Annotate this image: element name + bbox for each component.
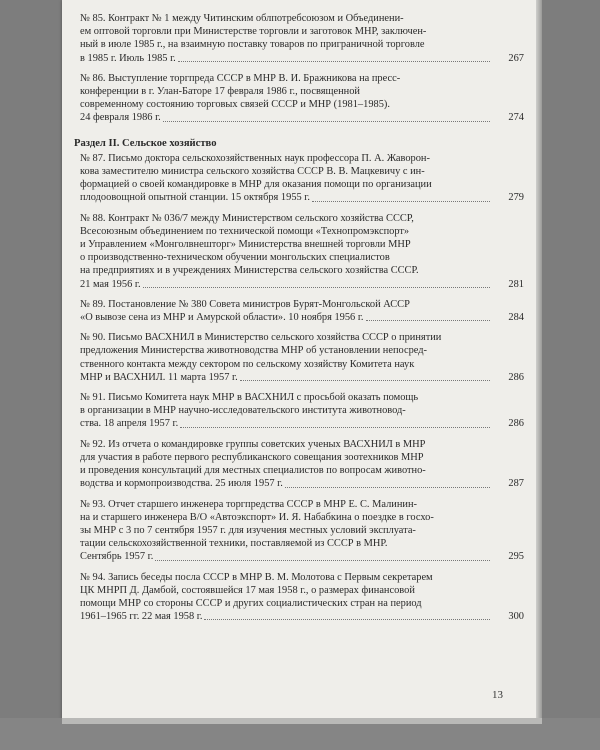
toc-entry-line: предложения Министерства животноводства МНР об установлении непосред- <box>80 345 427 357</box>
toc-page-number: 295 <box>508 551 524 563</box>
toc-entry-line: зы МНР с 3 по 7 сентября 1957 г. для изучения местных условий эксплуата- <box>80 524 416 536</box>
toc-entry-line: ства. 18 апреля 1957 г. <box>80 418 179 430</box>
toc-entry <box>80 438 524 491</box>
section-heading: Раздел II. Сельское хозяйство <box>74 137 217 149</box>
toc-entry-line: конференции в г. Улан-Баторе 17 февраля 1986 г., посвященной <box>80 86 360 98</box>
toc-entry-line: № 92. Из отчета о командировке группы советских ученых ВАСХНИЛ в МНР <box>80 438 426 450</box>
toc-entry-line: и Управлением «Монголвнешторг» Министерства внешней торговли МНР <box>80 239 411 251</box>
toc-page-number: 281 <box>508 278 524 290</box>
toc-entry-line: для участия в работе первого республиканского совещания зоотехников МНР <box>80 451 424 463</box>
toc-page-number: 286 <box>508 371 524 383</box>
dot-leader <box>366 320 490 321</box>
toc-entry-line: ЦК МНРП Д. Дамбой, состоявшейся 17 мая 1958 г., о размерах финансовой <box>80 584 415 596</box>
toc-entry-line: в 1985 г. Июль 1985 г. <box>80 52 176 64</box>
toc-entry-line: «О вывозе сена из МНР и Амурской области». 10 ноября 1956 г. <box>80 312 364 324</box>
page-edge <box>536 0 542 720</box>
toc-entry-last-row <box>80 311 524 324</box>
toc-entry <box>80 212 524 291</box>
dot-leader <box>180 427 490 428</box>
toc-entry <box>80 331 524 384</box>
toc-entry-line: и проведения консультаций для местных специалистов по вопросам животно- <box>80 465 426 477</box>
toc-entry-line: Всесоюзным объединением по технической помощи «Технопромэкспорт» <box>80 225 410 237</box>
toc-entry-line: кова заместителю министра сельского хозяйства СССР В. В. Мацкевичу с ин- <box>80 166 425 178</box>
toc-entry-line: современному состоянию торговых связей СССР и МНР (1981–1985). <box>80 99 390 111</box>
toc-entry-line: на и старшего инженера В/О «Автоэкспорт» И. Я. Набабкина о поездке в госхо- <box>80 511 434 523</box>
toc-entry-line: плодоовощной опытной станции. 15 октября 1955 г. <box>80 192 310 204</box>
toc-entry <box>80 152 524 205</box>
toc-entry-line: формацией о своей командировке в МНР для оказания помощи по организации <box>80 179 432 191</box>
dot-leader <box>143 287 490 288</box>
toc-entry-line: 24 февраля 1986 г. <box>80 112 161 124</box>
toc-entry-line: в организации в МНР научно-исследовательского института животновод- <box>80 405 406 417</box>
toc-entry-line: ем оптовой торговли при Министерстве торговли и заготовок МНР, заключен- <box>80 26 427 38</box>
toc-entry-line: № 89. Постановление № 380 Совета министров Бурят-Монгольской АССР <box>80 298 410 310</box>
dot-leader <box>240 380 490 381</box>
toc-entry-line: 21 мая 1956 г. <box>80 278 141 290</box>
dot-leader <box>178 61 490 62</box>
background-band <box>0 718 600 750</box>
toc-entry-line: № 91. Письмо Комитета наук МНР в ВАСХНИЛ с просьбой оказать помощь <box>80 392 419 404</box>
toc-entry-line: № 88. Контракт № 036/7 между Министерством сельского хозяйства СССР, <box>80 212 414 224</box>
page-number: 13 <box>492 689 503 701</box>
toc-entry-last-row <box>80 417 524 430</box>
toc-entry-last-row <box>80 191 524 204</box>
dot-leader <box>204 619 490 620</box>
dot-leader <box>163 121 490 122</box>
dot-leader <box>155 560 490 561</box>
toc-entry-last-row <box>80 477 524 490</box>
dot-leader <box>285 487 490 488</box>
toc-entry-line: № 85. Контракт № 1 между Читинским облпотребсоюзом и Объединени- <box>80 13 404 24</box>
toc-entry-line: № 93. Отчет старшего инженера торгпредства СССР в МНР Е. С. Малинин- <box>80 498 417 510</box>
toc-entry-last-row <box>80 52 524 65</box>
toc-entry-line: МНР и ВАСХНИЛ. 11 марта 1957 г. <box>80 371 238 383</box>
entries-section <box>80 152 524 624</box>
toc-entry-line: на предприятиях и в учреждениях Министерства сельского хозяйства СССР. <box>80 265 419 277</box>
toc-entry-last-row <box>80 550 524 563</box>
toc-entry-line: тации сельскохозяйственной техники, поставляемой из СССР в МНР. <box>80 538 388 550</box>
toc-entry <box>80 498 524 564</box>
table-of-contents <box>74 12 524 630</box>
toc-entry-line: № 90. Письмо ВАСХНИЛ в Министерство сельского хозяйства СССР о принятии <box>80 332 442 344</box>
toc-entry-line: № 86. Выступление торгпреда СССР в МНР В. И. Бражникова на пресс- <box>80 72 401 84</box>
toc-entry <box>80 298 524 324</box>
toc-entry-line: Сентябрь 1957 г. <box>80 551 154 563</box>
toc-entry-line: о производственно-техническом обучении монгольских специалистов <box>80 252 390 264</box>
toc-page-number: 267 <box>508 52 524 64</box>
toc-page-number: 279 <box>508 192 524 204</box>
toc-entry-line: 1961–1965 гг. 22 мая 1958 г. <box>80 611 203 623</box>
toc-entry-line: ный в июле 1985 г., на взаимную поставку товаров по приграничной торговле <box>80 39 425 51</box>
toc-page-number: 274 <box>508 112 524 124</box>
toc-entry-last-row <box>80 371 524 384</box>
toc-entry-last-row <box>80 278 524 291</box>
toc-entry-line: № 94. Запись беседы посла СССР в МНР В. М. Молотова с Первым секретарем <box>80 571 433 583</box>
entries-top <box>80 12 524 125</box>
toc-page-number: 300 <box>508 611 524 623</box>
toc-entry-last-row <box>80 610 524 623</box>
toc-entry-line: № 87. Письмо доктора сельскохозяйственных наук профессора П. А. Жаворон- <box>80 152 430 164</box>
book-page <box>62 0 536 720</box>
toc-entry-line: ственного контакта между сектором по сельскому хозяйству Комитета наук <box>80 358 415 370</box>
toc-entry <box>80 12 524 65</box>
toc-page-number: 287 <box>508 478 524 490</box>
toc-page-number: 284 <box>508 312 524 324</box>
toc-entry <box>80 72 524 125</box>
toc-entry <box>80 391 524 431</box>
toc-page-number: 286 <box>508 418 524 430</box>
toc-entry-line: помощи МНР со стороны СССР и других социалистических стран на период <box>80 597 422 609</box>
toc-entry-last-row <box>80 111 524 124</box>
toc-entry-line: водства и кормопроизводства. 25 июля 1957 г. <box>80 478 283 490</box>
toc-entry <box>80 571 524 624</box>
dot-leader <box>312 201 490 202</box>
